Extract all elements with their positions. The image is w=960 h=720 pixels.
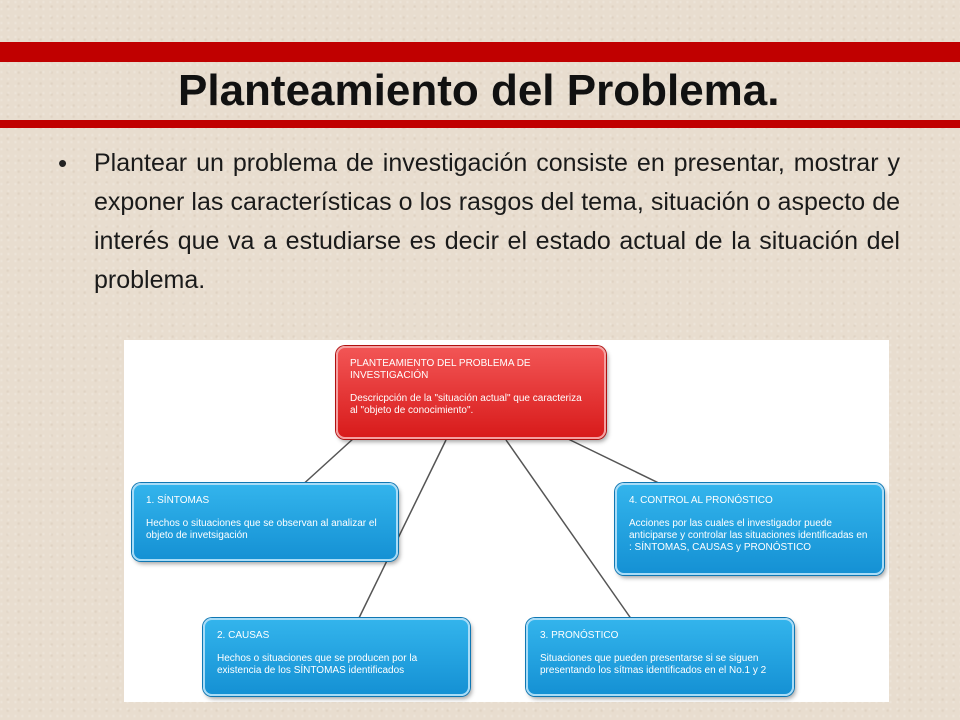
root-node-description: Descricpción de la "situación actual" que caracteriza al "objeto de conocimiento". bbox=[350, 393, 582, 416]
bullet-text: Plantear un problema de investigación consiste en presentar, mostrar y exponer las características o los rasgos del tema, situación o aspecto de interés que va a estudiarse es decir el estado actual de la situación del problema. bbox=[94, 149, 900, 294]
root-node-title: PLANTEAMIENTO DEL PROBLEMA DE INVESTIGACIÓN bbox=[350, 358, 531, 381]
node-causas-title: 2. CAUSAS bbox=[217, 630, 270, 641]
bullet-marker: • bbox=[58, 148, 68, 178]
node-control-pronostico-title: 4. CONTROL AL PRONÓSTICO bbox=[629, 495, 773, 506]
node-control-pronostico bbox=[615, 483, 884, 575]
concept-diagram bbox=[124, 340, 889, 702]
connector-sintomas bbox=[299, 438, 354, 488]
node-causas-description: Hechos o situaciones que se producen por la existencia de los SÍNTOMAS identificados bbox=[217, 653, 418, 676]
node-pronostico-title: 3. PRONÓSTICO bbox=[540, 630, 619, 641]
node-sintomas bbox=[132, 483, 398, 561]
node-causas bbox=[203, 618, 470, 696]
node-sintomas-title: 1. SÍNTOMAS bbox=[146, 495, 210, 506]
node-control-pronostico-description: Acciones por las cuales el investigador puede anticiparse y controlar las situaciones identificadas en : SÍNTOMAS, CAUSAS y PRONÓSTICO bbox=[629, 518, 868, 553]
title-bar-bottom bbox=[0, 120, 960, 128]
title-bar-top bbox=[0, 42, 960, 62]
node-pronostico bbox=[526, 618, 794, 696]
slide-title: Planteamiento del Problema. bbox=[178, 66, 780, 115]
connector-pronostico bbox=[506, 440, 632, 620]
root-node bbox=[336, 346, 606, 439]
node-sintomas-description: Hechos o situaciones que se observan al analizar el objeto de invetsigación bbox=[146, 518, 377, 541]
node-pronostico-description: Situaciones que pueden presentarse si se siguen presentando los sítmas identificados en el No.1 y 2 bbox=[540, 653, 767, 676]
connector-control bbox=[564, 437, 669, 488]
